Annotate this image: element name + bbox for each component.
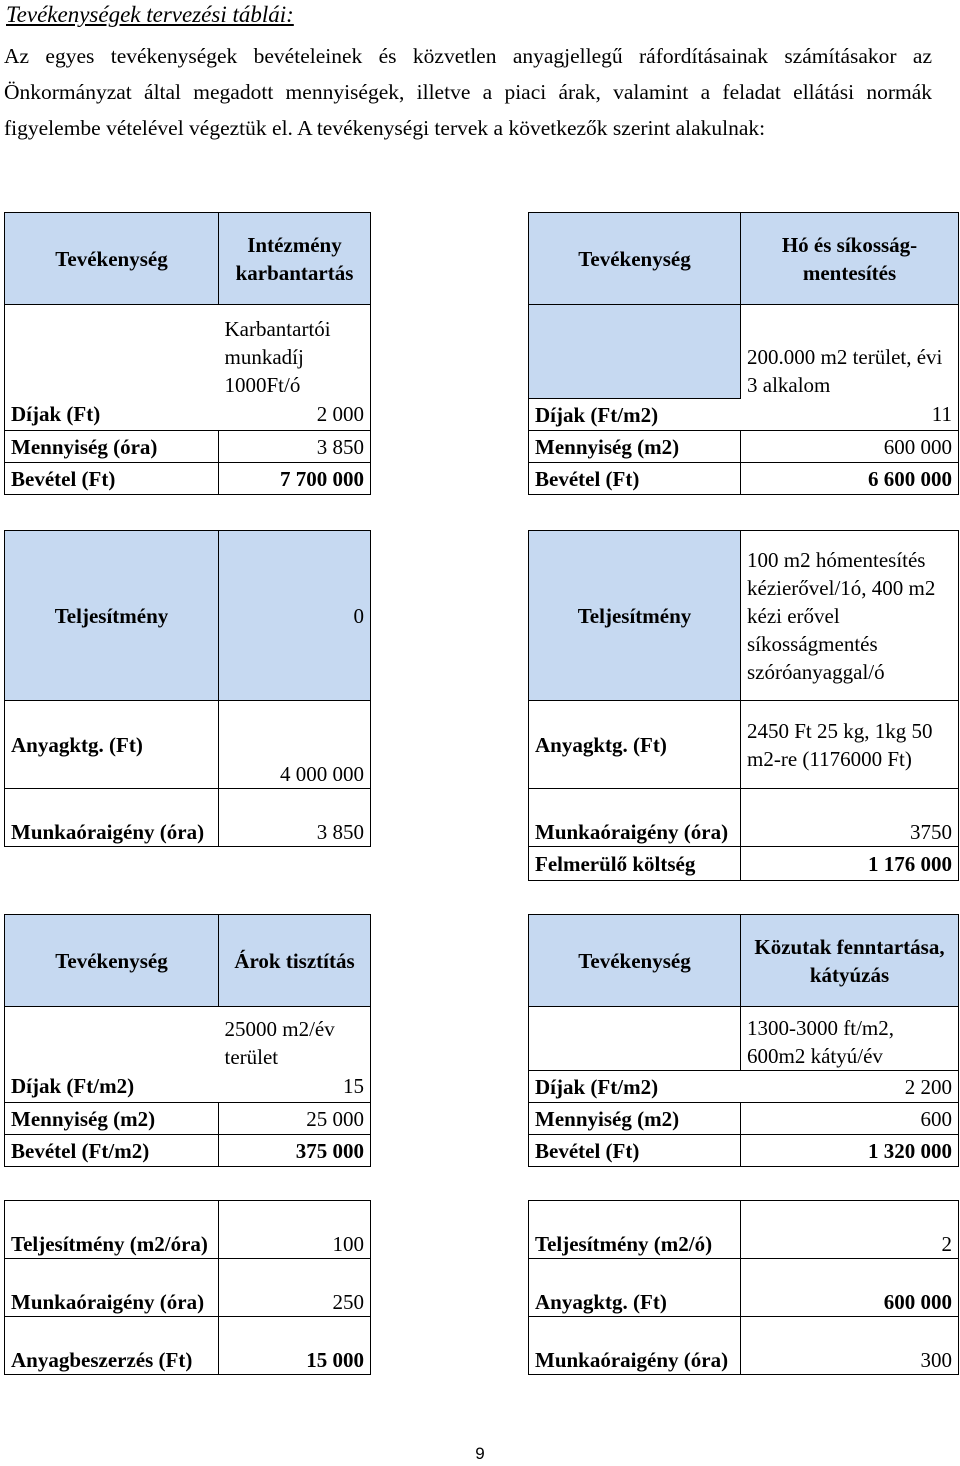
row-label: Bevétel (Ft/m2): [5, 1135, 219, 1167]
row-label: Teljesítmény (m2/ó): [529, 1201, 741, 1259]
row-label: Teljesítmény (m2/óra): [5, 1201, 219, 1259]
row-label: Anyagktg. (Ft): [529, 1259, 741, 1317]
unit-note: 200.000 m2 terület, évi 3 alkalom: [741, 305, 959, 399]
table-arok-tisztitas: [4, 914, 371, 1167]
header-value: Közutak fenntartása, kátyúzás: [741, 915, 959, 1007]
row-label: Anyagbeszerzés (Ft): [5, 1317, 219, 1375]
unit-note: Karbantartói munkadíj 1000Ft/ó: [219, 305, 371, 399]
row-value: 100: [219, 1201, 371, 1259]
row-label: Bevétel (Ft): [529, 463, 741, 495]
header-label: Tevékenység: [5, 915, 219, 1007]
row-label: Anyagktg. (Ft): [529, 701, 741, 789]
row-label: Anyagktg. (Ft): [5, 701, 219, 789]
section-title: Tevékenységek tervezési táblái:: [6, 2, 294, 27]
page-number: 9: [475, 1444, 485, 1463]
row-label: Munkaóraigény (óra): [529, 789, 741, 847]
row-label: Munkaóraigény (óra): [5, 1259, 219, 1317]
table-teljesitmeny-homentesites: [528, 530, 959, 881]
row-label: Díjak (Ft/m2): [529, 399, 741, 431]
intro-paragraph: Az egyes tevékenységek bevételeinek és közvetlen anyagjellegű ráfordításainak számításakor az Önkormányzat által megadott mennyiségek, illetve a piaci árak, valamint a feladat ellátási normák figyelembe vételével végeztük el. A tevékenységi tervek a következők szerint alakulnak:: [4, 44, 932, 140]
row-value: 15 000: [219, 1317, 371, 1375]
perf-label: Teljesítmény: [529, 531, 741, 701]
header-value: Árok tisztítás: [219, 915, 371, 1007]
row-value: 25 000: [219, 1103, 371, 1135]
row-value: 600: [741, 1103, 959, 1135]
header-value: Hó és síkosság-mentesítés: [741, 213, 959, 305]
table-intezmeny-karbantartas: [4, 212, 371, 495]
row-value: 2 000: [219, 399, 371, 431]
header-label: Tevékenység: [529, 213, 741, 305]
row-value: 15: [219, 1071, 371, 1103]
row-label: Mennyiség (m2): [529, 1103, 741, 1135]
row-label: Munkaóraigény (óra): [529, 1317, 741, 1375]
row-label: Munkaóraigény (óra): [5, 789, 219, 847]
header-value: Intézmény karbantartás: [219, 213, 371, 305]
row-label: Mennyiség (óra): [5, 431, 219, 463]
row-label: Bevétel (Ft): [5, 463, 219, 495]
unit-note: 1300-3000 ft/m2, 600m2 kátyú/év: [741, 1007, 959, 1071]
row-label: Díjak (Ft/m2): [529, 1071, 741, 1103]
row-value: 3750: [741, 789, 959, 847]
table-katyuzas-teljesitmeny: [528, 1200, 959, 1375]
row-label: Mennyiség (m2): [529, 431, 741, 463]
row-value: 300: [741, 1317, 959, 1375]
row-value: 3 850: [219, 431, 371, 463]
perf-value: 0: [219, 531, 371, 701]
perf-value: 100 m2 hómentesítés kézierővel/1ó, 400 m2 kézi erővel síkosságmentés szóróanyaggal/ó: [741, 531, 959, 701]
row-value: 3 850: [219, 789, 371, 847]
row-label: Felmerülő költség: [529, 847, 741, 881]
row-value: 375 000: [219, 1135, 371, 1167]
table-kozutak-fenntartasa: [528, 914, 959, 1167]
row-label: Mennyiség (m2): [5, 1103, 219, 1135]
row-value: 6 600 000: [741, 463, 959, 495]
row-value: 11: [741, 399, 959, 431]
row-value: 1 176 000: [741, 847, 959, 881]
table-teljesitmeny-karbantartas: [4, 530, 371, 847]
row-value: 2 200: [741, 1071, 959, 1103]
row-value: 2450 Ft 25 kg, 1kg 50 m2-re (1176000 Ft): [741, 701, 959, 789]
row-value: 2: [741, 1201, 959, 1259]
row-label: Bevétel (Ft): [529, 1135, 741, 1167]
header-label: Tevékenység: [5, 213, 219, 305]
unit-note: 25000 m2/év terület: [219, 1007, 371, 1071]
row-label: Díjak (Ft): [5, 399, 219, 431]
perf-label: Teljesítmény: [5, 531, 219, 701]
row-value: 7 700 000: [219, 463, 371, 495]
row-label: Díjak (Ft/m2): [5, 1071, 219, 1103]
row-value: 4 000 000: [219, 701, 371, 789]
header-label: Tevékenység: [529, 915, 741, 1007]
table-arok-teljesitmeny: [4, 1200, 371, 1375]
row-value: 600 000: [741, 431, 959, 463]
table-ho-sikossagmentesites: [528, 212, 959, 495]
row-value: 250: [219, 1259, 371, 1317]
row-value: 600 000: [741, 1259, 959, 1317]
row-value: 1 320 000: [741, 1135, 959, 1167]
